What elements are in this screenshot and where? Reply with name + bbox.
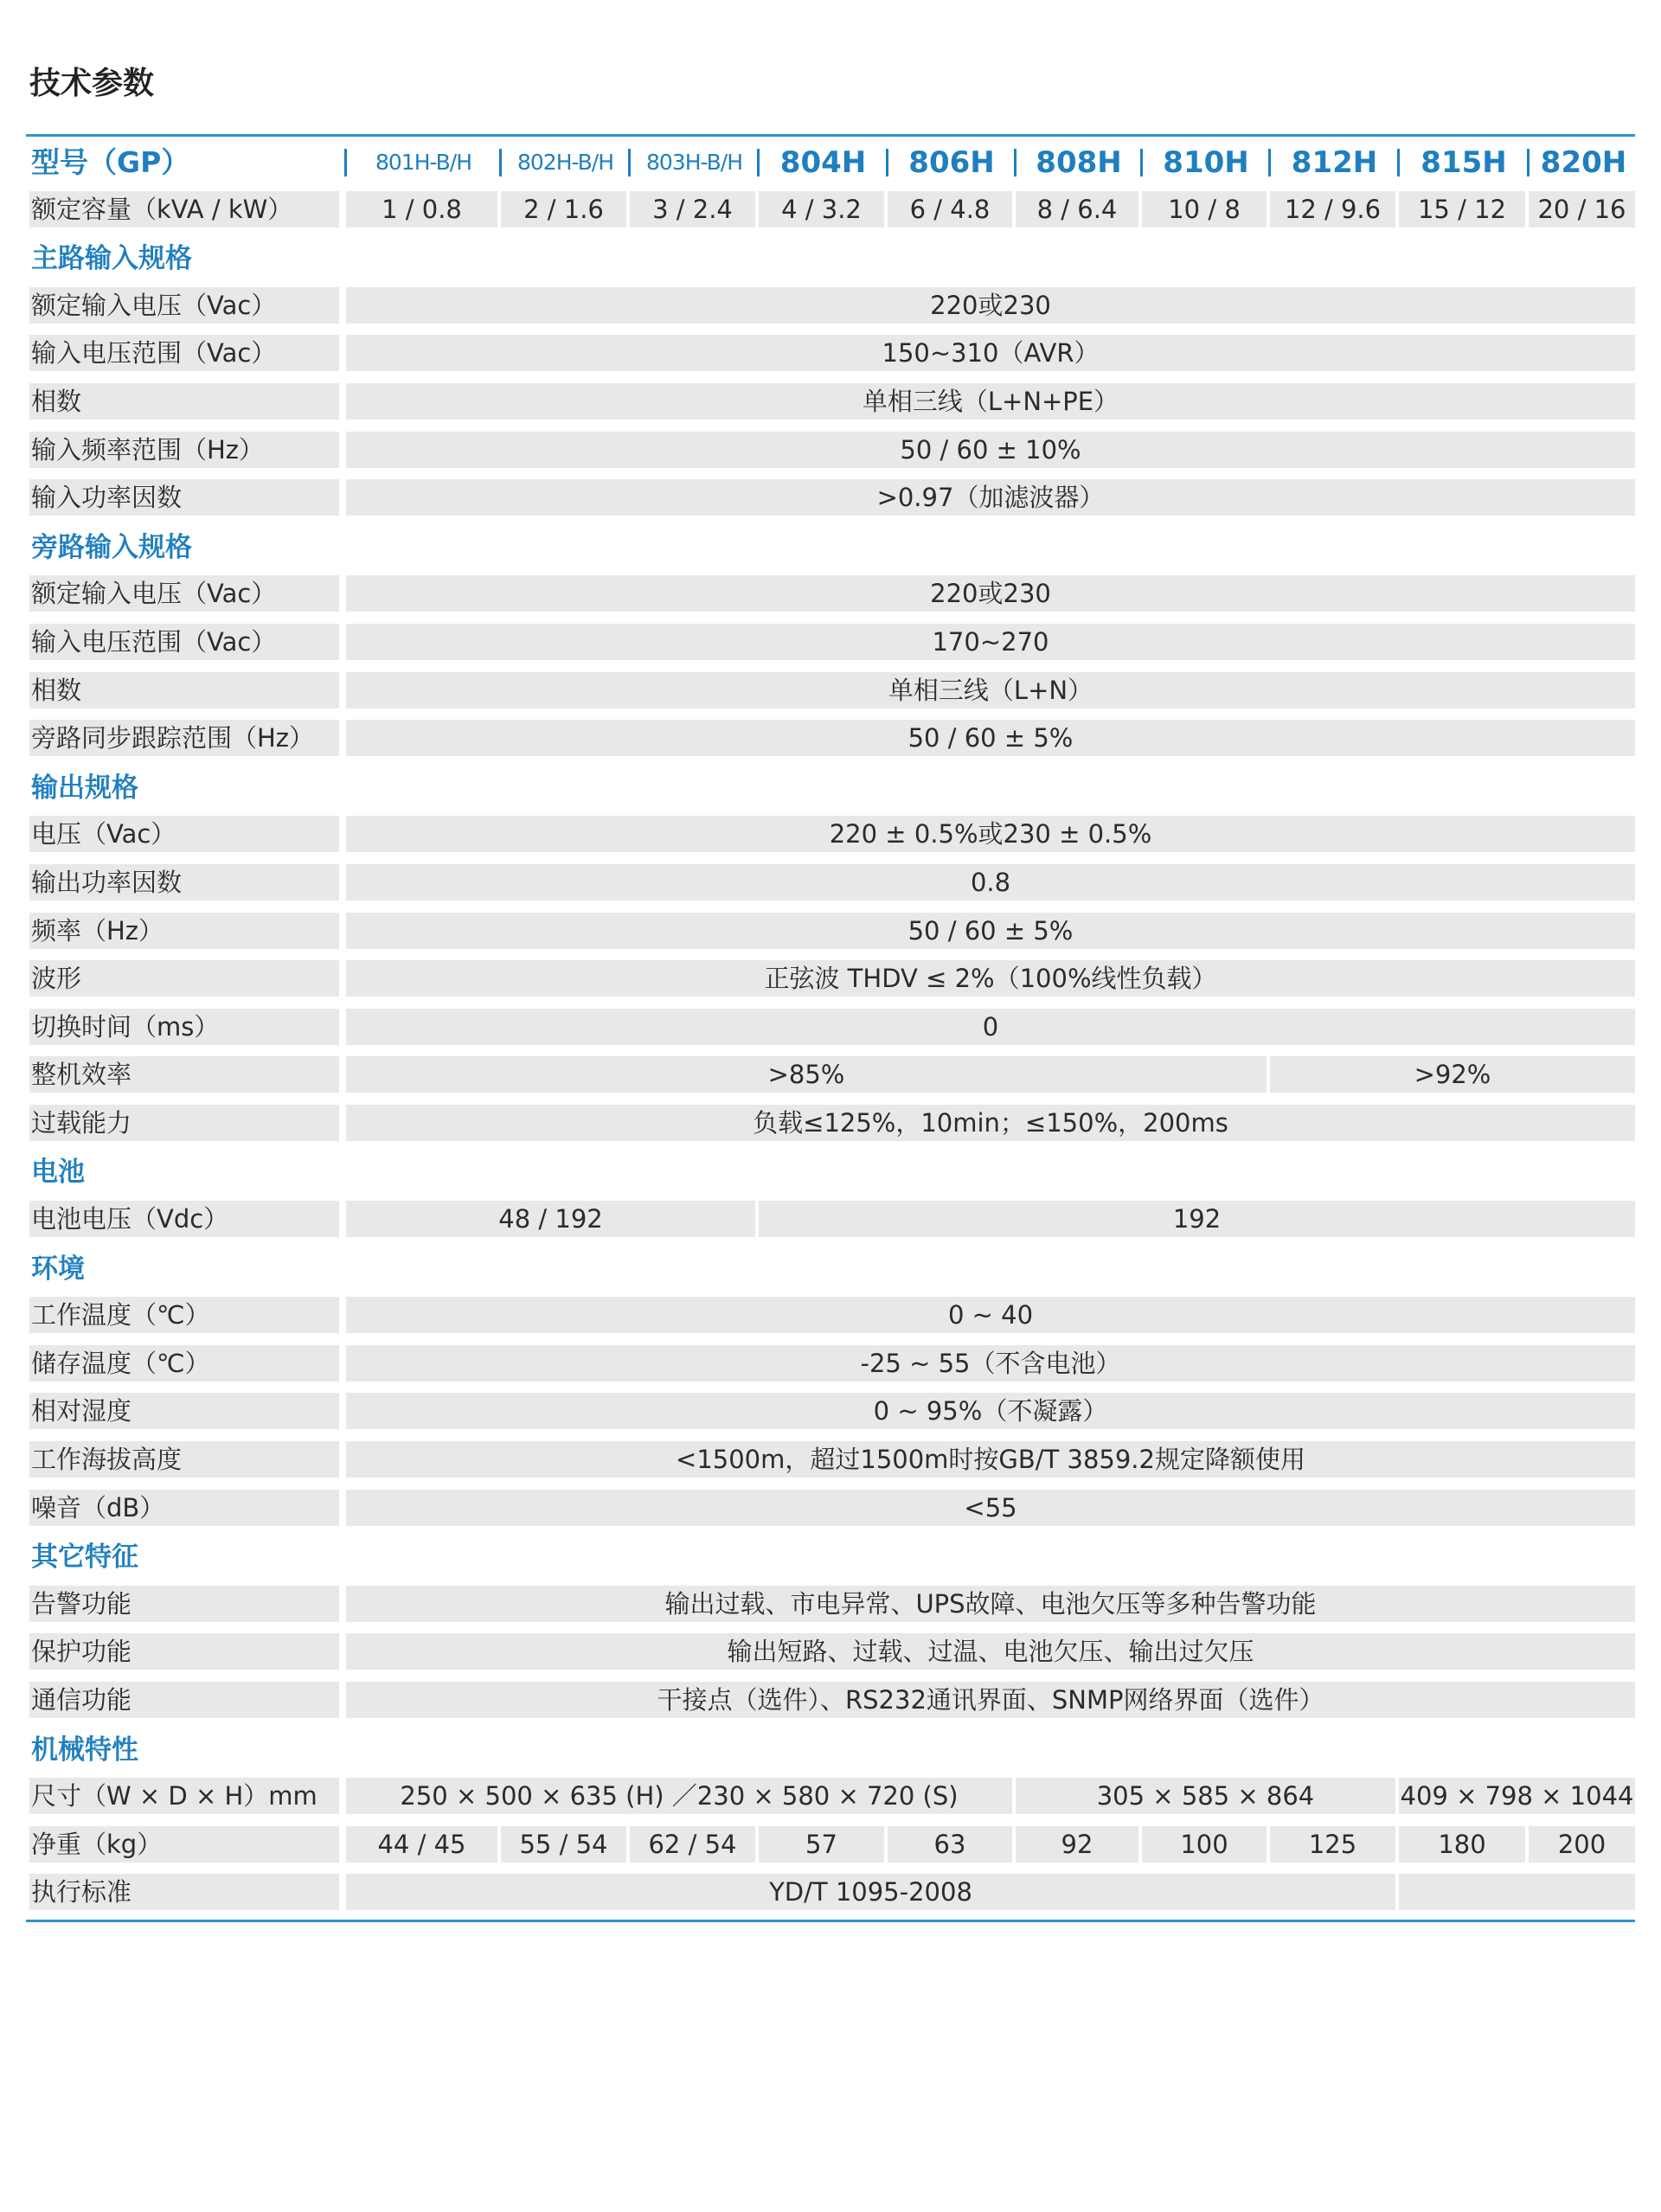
row-value: 48 / 192 [346, 1201, 755, 1237]
section-battery: 电池 [31, 1157, 85, 1189]
weight-cell: 180 [1399, 1826, 1525, 1863]
row-value: 单相三线（L+N） [346, 672, 1635, 708]
page-title: 技术参数 [29, 66, 155, 101]
row-label: 执行标准 [29, 1874, 339, 1910]
row-value: 250 × 500 × 635 (H) ／230 × 580 × 720 (S) [346, 1778, 1012, 1814]
row-label: 工作温度（℃） [29, 1297, 339, 1333]
row-label: 净重（kg） [29, 1826, 339, 1863]
row-label: 噪音（dB） [29, 1490, 339, 1526]
weight-cell: 200 [1529, 1826, 1635, 1863]
capacity-cell: 8 / 6.4 [1016, 191, 1138, 228]
row-value: 输出过载、市电异常、UPS故障、电池欠压等多种告警功能 [346, 1586, 1635, 1622]
row-label: 过载能力 [29, 1105, 339, 1141]
column-separator [628, 149, 631, 176]
row-value: 0.8 [346, 864, 1635, 901]
row-value: 50 / 60 ± 10% [346, 432, 1635, 468]
row-label: 切换时间（ms） [29, 1009, 339, 1045]
section-output: 输出规格 [31, 772, 138, 804]
capacity-cell: 2 / 1.6 [501, 191, 626, 228]
row-label: 额定输入电压（Vac） [29, 575, 339, 612]
row-label: 电池电压（Vdc） [29, 1201, 339, 1237]
row-label: 相数 [29, 383, 339, 420]
model-column-header: 802H-B/H [516, 150, 614, 175]
capacity-cell: 10 / 8 [1142, 191, 1267, 228]
row-label: 尺寸（W × D × H）mm [29, 1778, 339, 1814]
column-separator [499, 149, 502, 176]
spec-table [26, 134, 1635, 1922]
section-mechanical: 机械特性 [31, 1734, 138, 1766]
weight-cell: 100 [1142, 1826, 1267, 1863]
model-column-header: 801H-B/H [375, 150, 472, 175]
row-value: 负载≤125%，10min；≤150%，200ms [346, 1105, 1635, 1141]
row-value: 305 × 585 × 864 [1016, 1778, 1395, 1814]
column-separator [344, 149, 347, 176]
column-separator [757, 149, 760, 176]
row-value: 220或230 [346, 575, 1635, 612]
model-column-header: 810H [1163, 145, 1249, 180]
row-value: <1500m，超过1500m时按GB/T 3859.2规定降额使用 [346, 1441, 1635, 1478]
row-value: 干接点（选件）、RS232通讯界面、SNMP网络界面（选件） [346, 1682, 1635, 1718]
row-value: 50 / 60 ± 5% [346, 913, 1635, 949]
capacity-row [26, 185, 1635, 234]
row-value: >92% [1270, 1056, 1635, 1093]
model-column-header: 808H [1036, 145, 1122, 180]
row-label: 通信功能 [29, 1682, 339, 1718]
row-value: 0 ~ 40 [346, 1297, 1635, 1333]
weight-cell: 62 / 54 [630, 1826, 755, 1863]
row-value: YD/T 1095-2008 [346, 1874, 1395, 1910]
column-separator [1014, 149, 1016, 176]
row-label: 额定输入电压（Vac） [29, 287, 339, 324]
weight-cell: 92 [1016, 1826, 1138, 1863]
section-environment: 环境 [31, 1253, 85, 1285]
capacity-cell: 1 / 0.8 [346, 191, 497, 228]
section-bypass-input: 旁路输入规格 [31, 531, 192, 563]
model-column-header: 812H [1291, 145, 1378, 180]
row-value: 输出短路、过载、过温、电池欠压、输出过欠压 [346, 1633, 1635, 1670]
section-main-input: 主路输入规格 [31, 243, 192, 275]
row-label: 整机效率 [29, 1056, 339, 1093]
capacity-cell: 4 / 3.2 [759, 191, 884, 228]
model-column-header: 804H [779, 145, 867, 180]
row-value: 220或230 [346, 287, 1635, 324]
model-column-header: 806H [908, 145, 995, 180]
capacity-cell: 15 / 12 [1399, 191, 1525, 228]
row-value: 192 [759, 1201, 1635, 1237]
row-label: 储存温度（℃） [29, 1345, 339, 1382]
row-value: -25 ~ 55（不含电池） [346, 1345, 1635, 1382]
row-value: 170~270 [346, 624, 1635, 660]
row-label: 输入电压范围（Vac） [29, 624, 339, 660]
empty-cell [1399, 1874, 1635, 1910]
model-column-header: 815H [1421, 145, 1507, 180]
column-separator [1268, 149, 1271, 176]
row-value: 220 ± 0.5%或230 ± 0.5% [346, 816, 1635, 852]
row-value: 409 × 798 × 1044 [1399, 1778, 1635, 1814]
model-header-label: 型号（GP） [31, 145, 190, 179]
weight-cell: 55 / 54 [501, 1826, 626, 1863]
row-label: 工作海拔高度 [29, 1441, 339, 1478]
row-label: 输出功率因数 [29, 864, 339, 901]
capacity-cell: 3 / 2.4 [630, 191, 755, 228]
row-value: <55 [346, 1490, 1635, 1526]
row-label: 电压（Vac） [29, 816, 339, 852]
model-header-row [26, 137, 1635, 185]
row-label: 告警功能 [29, 1586, 339, 1622]
row-label: 频率（Hz） [29, 913, 339, 949]
row-label: 输入电压范围（Vac） [29, 335, 339, 371]
row-label: 保护功能 [29, 1633, 339, 1670]
row-label: 额定容量（kVA / kW） [29, 191, 339, 228]
capacity-cell: 12 / 9.6 [1270, 191, 1395, 228]
column-separator [886, 149, 888, 176]
column-separator [1527, 149, 1530, 176]
row-label: 相数 [29, 672, 339, 708]
row-label: 输入频率范围（Hz） [29, 432, 339, 468]
column-separator [1397, 149, 1400, 176]
row-value: 0 [346, 1009, 1635, 1045]
model-column-header: 820H [1540, 145, 1627, 180]
row-value: 单相三线（L+N+PE） [346, 383, 1635, 420]
row-label: 输入功率因数 [29, 479, 339, 516]
row-label: 旁路同步跟踪范围（Hz） [29, 720, 339, 756]
row-label: 波形 [29, 960, 339, 997]
weight-cell: 44 / 45 [346, 1826, 497, 1863]
row-value: 50 / 60 ± 5% [346, 720, 1635, 756]
capacity-cell: 20 / 16 [1529, 191, 1635, 228]
row-label: 相对湿度 [29, 1393, 339, 1429]
weight-cell: 125 [1270, 1826, 1395, 1863]
capacity-cell: 6 / 4.8 [888, 191, 1012, 228]
row-value: 正弦波 THDV ≤ 2%（100%线性负载） [346, 960, 1635, 997]
section-other: 其它特征 [31, 1542, 138, 1574]
column-separator [1140, 149, 1143, 176]
weight-cell: 57 [759, 1826, 884, 1863]
row-value: 0 ~ 95%（不凝露） [346, 1393, 1635, 1429]
row-value: >0.97（加滤波器） [346, 479, 1635, 516]
weight-cell: 63 [888, 1826, 1012, 1863]
row-value: >85% [346, 1056, 1267, 1093]
row-value: 150~310（AVR） [346, 335, 1635, 371]
model-column-header: 803H-B/H [645, 150, 743, 175]
